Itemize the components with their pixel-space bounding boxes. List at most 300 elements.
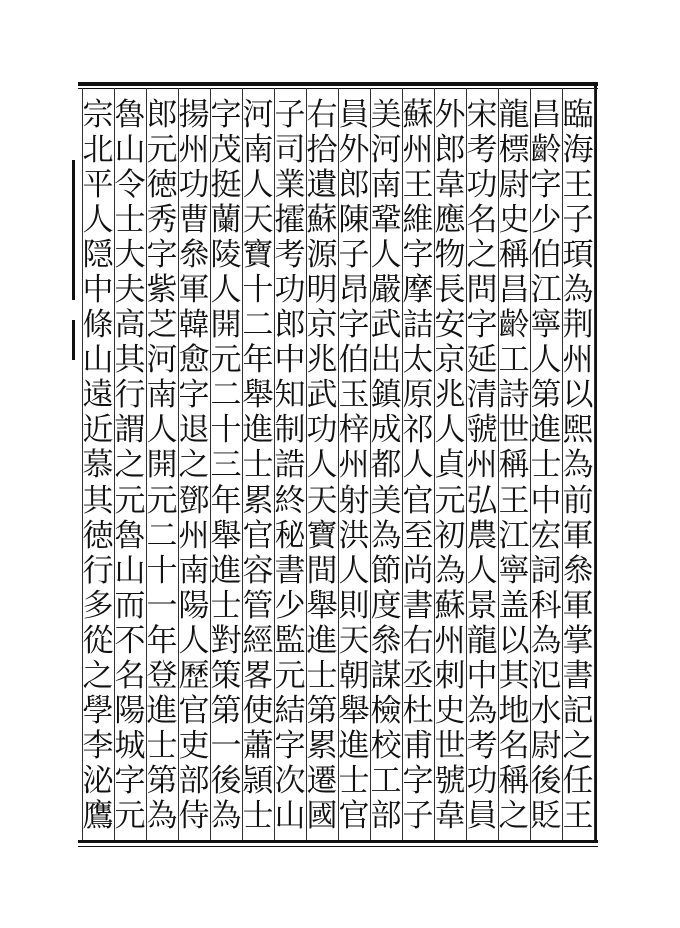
character: 詰 [402, 307, 434, 344]
character: 記 [562, 692, 594, 729]
character: 叅 [562, 552, 594, 589]
character: 慕 [82, 447, 114, 484]
character: 河 [242, 97, 274, 133]
character: 士 [530, 447, 562, 484]
character: 高 [114, 307, 146, 344]
character: 其 [498, 657, 530, 694]
character: 子 [274, 97, 306, 133]
character: 國 [306, 797, 338, 834]
character: 元 [210, 342, 242, 379]
character: 則 [338, 587, 370, 624]
character: 士 [338, 762, 370, 799]
character: 蕭 [242, 727, 274, 764]
character: 曹 [178, 202, 210, 239]
character: 開 [210, 307, 242, 344]
character: 間 [306, 552, 338, 589]
character: 前 [562, 482, 594, 519]
character: 應 [434, 202, 466, 239]
character: 武 [306, 377, 338, 414]
character: 天 [242, 202, 274, 239]
character: 宏 [530, 517, 562, 554]
character: 功 [466, 762, 498, 799]
character: 第 [530, 377, 562, 414]
character: 工 [498, 342, 530, 379]
character: 州 [562, 342, 594, 379]
character: 山 [274, 797, 306, 834]
character: 稱 [498, 237, 530, 274]
character: 掌 [562, 622, 594, 659]
character: 人 [210, 272, 242, 309]
character: 考 [466, 727, 498, 764]
character: 伯 [530, 237, 562, 274]
character: 二 [146, 517, 178, 554]
character: 工 [370, 762, 402, 799]
character: 弘 [466, 482, 498, 519]
character: 洪 [338, 517, 370, 554]
character: 軍 [562, 517, 594, 554]
character: 稱 [498, 447, 530, 484]
character: 世 [434, 727, 466, 764]
character: 右 [402, 622, 434, 659]
character: 維 [402, 202, 434, 239]
character: 海 [562, 132, 594, 169]
character: 南 [242, 132, 274, 169]
character: 清 [466, 377, 498, 414]
character: 史 [498, 202, 530, 239]
character: 一 [210, 727, 242, 764]
character: 長 [434, 272, 466, 309]
character: 人 [402, 447, 434, 484]
character: 字 [466, 307, 498, 344]
character: 功 [306, 412, 338, 449]
character: 頴 [242, 762, 274, 799]
character: 功 [178, 167, 210, 204]
character: 士 [242, 797, 274, 834]
character: 寶 [242, 237, 274, 274]
character: 齡 [498, 307, 530, 344]
character: 人 [178, 622, 210, 659]
character: 後 [530, 762, 562, 799]
character: 州 [434, 622, 466, 659]
character: 策 [210, 657, 242, 694]
character: 郎 [146, 97, 178, 133]
character: 登 [146, 657, 178, 694]
text-column [76, 98, 120, 833]
character: 業 [274, 167, 306, 204]
character: 物 [434, 237, 466, 274]
character: 虢 [466, 412, 498, 449]
character: 司 [274, 132, 306, 169]
character: 遠 [82, 377, 114, 414]
character: 尚 [402, 552, 434, 589]
character: 進 [306, 622, 338, 659]
character: 王 [562, 167, 594, 204]
character: 之 [498, 797, 530, 834]
character: 人 [82, 202, 114, 239]
character: 都 [370, 447, 402, 484]
character: 畧 [242, 657, 274, 694]
character: 元 [114, 797, 146, 834]
character: 進 [210, 552, 242, 589]
character: 景 [466, 587, 498, 624]
character: 太 [402, 342, 434, 379]
character: 源 [306, 237, 338, 274]
character: 初 [434, 517, 466, 554]
character: 南 [178, 552, 210, 589]
character: 徳 [146, 167, 178, 204]
character: 玉 [338, 377, 370, 414]
character: 美 [370, 97, 402, 133]
character: 攉 [274, 202, 306, 239]
character: 遷 [306, 762, 338, 799]
character: 舉 [338, 692, 370, 729]
character: 荆 [562, 307, 594, 344]
character: 丞 [402, 657, 434, 694]
character: 三 [210, 447, 242, 484]
character: 平 [82, 167, 114, 204]
character: 山 [82, 342, 114, 379]
character: 字 [338, 307, 370, 344]
character: 人 [242, 167, 274, 204]
character: 稱 [498, 762, 530, 799]
character: 不 [114, 622, 146, 659]
character: 侍 [178, 797, 210, 834]
character: 叅 [370, 622, 402, 659]
character: 書 [562, 657, 594, 694]
character: 人 [434, 412, 466, 449]
character: 徳 [82, 517, 114, 554]
character: 宗 [82, 97, 114, 133]
character: 之 [466, 237, 498, 274]
character: 誥 [274, 447, 306, 484]
character: 南 [370, 167, 402, 204]
character: 為 [146, 797, 178, 834]
character: 書 [274, 552, 306, 589]
character: 元 [434, 482, 466, 519]
character: 武 [370, 307, 402, 344]
character: 中 [274, 342, 306, 379]
character: 元 [114, 482, 146, 519]
character: 十 [146, 552, 178, 589]
character: 李 [82, 727, 114, 764]
character: 士 [146, 727, 178, 764]
character: 蘇 [402, 97, 434, 133]
character: 員 [466, 797, 498, 834]
character: 年 [242, 342, 274, 379]
character: 知 [274, 377, 306, 414]
character: 人 [530, 342, 562, 379]
character: 韋 [434, 167, 466, 204]
character: 容 [242, 552, 274, 589]
character: 經 [242, 622, 274, 659]
character: 摩 [402, 272, 434, 309]
character: 檢 [370, 692, 402, 729]
character: 陳 [338, 202, 370, 239]
character: 次 [274, 762, 306, 799]
character: 郎 [338, 167, 370, 204]
character: 南 [146, 377, 178, 414]
character: 多 [82, 587, 114, 624]
character: 軍 [562, 587, 594, 624]
character: 河 [370, 132, 402, 169]
character: 昌 [530, 97, 562, 133]
character: 甫 [402, 727, 434, 764]
character: 任 [562, 762, 594, 799]
character: 官 [242, 517, 274, 554]
character: 煕 [562, 412, 594, 449]
character: 祁 [402, 412, 434, 449]
character: 頊 [562, 237, 594, 274]
frame-bottom-border [78, 840, 598, 843]
character: 韋 [434, 797, 466, 834]
character: 貞 [434, 447, 466, 484]
character: 謂 [114, 412, 146, 449]
character: 功 [274, 272, 306, 309]
character: 夫 [114, 272, 146, 309]
character: 書 [402, 587, 434, 624]
character: 天 [306, 482, 338, 519]
character: 郎 [434, 132, 466, 169]
character: 標 [498, 132, 530, 169]
character: 進 [338, 727, 370, 764]
character: 刺 [434, 657, 466, 694]
character: 出 [370, 342, 402, 379]
character: 魯 [114, 97, 146, 133]
character: 水 [530, 692, 562, 729]
character: 之 [114, 447, 146, 484]
character: 外 [434, 97, 466, 133]
character: 龍 [466, 622, 498, 659]
character: 字 [210, 97, 242, 133]
character: 泌 [82, 762, 114, 799]
character: 從 [82, 622, 114, 659]
character: 子 [402, 797, 434, 834]
character: 秀 [146, 202, 178, 239]
character: 字 [178, 377, 210, 414]
character: 字 [402, 762, 434, 799]
character: 齡 [530, 132, 562, 169]
character: 監 [274, 622, 306, 659]
character: 而 [114, 587, 146, 624]
character: 京 [306, 307, 338, 344]
character: 近 [82, 412, 114, 449]
character: 陵 [210, 237, 242, 274]
character: 部 [370, 797, 402, 834]
character: 詞 [530, 552, 562, 589]
character: 官 [178, 692, 210, 729]
character: 軍 [178, 272, 210, 309]
character: 吏 [178, 727, 210, 764]
character: 行 [114, 377, 146, 414]
character: 行 [82, 552, 114, 589]
character: 少 [530, 202, 562, 239]
character: 名 [498, 727, 530, 764]
character: 嚴 [370, 272, 402, 309]
character: 開 [146, 447, 178, 484]
character: 延 [466, 342, 498, 379]
character: 舉 [242, 377, 274, 414]
character: 功 [466, 167, 498, 204]
character: 制 [274, 412, 306, 449]
character: 對 [210, 622, 242, 659]
character: 結 [274, 692, 306, 729]
character: 節 [370, 552, 402, 589]
character: 宋 [466, 97, 498, 133]
character: 終 [274, 482, 306, 519]
character: 明 [306, 272, 338, 309]
character: 號 [434, 762, 466, 799]
character: 字 [402, 237, 434, 274]
character: 之 [82, 657, 114, 694]
character: 以 [498, 622, 530, 659]
character: 中 [82, 272, 114, 309]
character: 人 [338, 552, 370, 589]
character: 右 [306, 97, 338, 133]
character: 度 [370, 587, 402, 624]
character: 成 [370, 412, 402, 449]
character: 鄧 [178, 482, 210, 519]
character: 韓 [178, 307, 210, 344]
character: 管 [242, 587, 274, 624]
character: 進 [530, 412, 562, 449]
character: 州 [466, 447, 498, 484]
character: 蘭 [210, 202, 242, 239]
character: 茂 [210, 132, 242, 169]
character: 鎮 [370, 377, 402, 414]
character: 朝 [338, 657, 370, 694]
character: 拾 [306, 132, 338, 169]
character: 士 [306, 657, 338, 694]
character: 為 [562, 272, 594, 309]
character: 地 [498, 692, 530, 729]
character: 陽 [178, 587, 210, 624]
character: 中 [466, 657, 498, 694]
character: 州 [178, 517, 210, 554]
character: 鞏 [370, 202, 402, 239]
character: 考 [274, 237, 306, 274]
character: 子 [338, 237, 370, 274]
character: 十 [242, 272, 274, 309]
character: 遺 [306, 167, 338, 204]
character: 進 [146, 692, 178, 729]
character: 貶 [530, 797, 562, 834]
character: 愈 [178, 342, 210, 379]
character: 天 [338, 622, 370, 659]
character: 昌 [498, 272, 530, 309]
character: 歷 [178, 657, 210, 694]
character: 杜 [402, 692, 434, 729]
character: 蘇 [306, 202, 338, 239]
character: 為 [530, 622, 562, 659]
character: 為 [466, 692, 498, 729]
character: 王 [498, 482, 530, 519]
character: 山 [114, 552, 146, 589]
character: 以 [562, 377, 594, 414]
character: 寶 [306, 517, 338, 554]
character: 科 [530, 587, 562, 624]
character: 十 [210, 412, 242, 449]
character: 農 [466, 517, 498, 554]
character: 官 [338, 797, 370, 834]
character: 射 [338, 482, 370, 519]
character: 隠 [82, 237, 114, 274]
character: 年 [146, 622, 178, 659]
character: 大 [114, 237, 146, 274]
character: 為 [210, 797, 242, 834]
character: 進 [242, 412, 274, 449]
character: 一 [146, 587, 178, 624]
character: 人 [370, 237, 402, 274]
character: 少 [274, 587, 306, 624]
character: 挺 [210, 167, 242, 204]
character: 第 [146, 762, 178, 799]
character: 詩 [498, 377, 530, 414]
character: 士 [242, 447, 274, 484]
character: 秘 [274, 517, 306, 554]
character: 魯 [114, 517, 146, 554]
character: 美 [370, 482, 402, 519]
character: 字 [114, 762, 146, 799]
character: 寧 [530, 307, 562, 344]
character: 氾 [530, 657, 562, 694]
character: 累 [306, 727, 338, 764]
character: 之 [562, 727, 594, 764]
character: 江 [498, 517, 530, 554]
character: 第 [306, 692, 338, 729]
character: 伯 [338, 342, 370, 379]
character: 昂 [338, 272, 370, 309]
character: 史 [434, 692, 466, 729]
character: 舉 [306, 587, 338, 624]
character: 部 [178, 762, 210, 799]
character: 蘇 [434, 587, 466, 624]
character: 州 [338, 447, 370, 484]
character: 條 [82, 307, 114, 344]
character: 為 [562, 447, 594, 484]
character: 字 [530, 167, 562, 204]
character: 使 [242, 692, 274, 729]
character: 安 [434, 307, 466, 344]
character: 州 [402, 132, 434, 169]
character: 子 [562, 202, 594, 239]
character: 龍 [498, 97, 530, 133]
character: 退 [178, 412, 210, 449]
character: 梓 [338, 412, 370, 449]
character: 後 [210, 762, 242, 799]
character: 字 [274, 727, 306, 764]
character: 江 [530, 272, 562, 309]
frame-bottom-inner-line [78, 846, 598, 847]
character: 其 [82, 482, 114, 519]
character: 世 [498, 412, 530, 449]
character: 中 [530, 482, 562, 519]
character: 員 [338, 97, 370, 133]
character: 郎 [274, 307, 306, 344]
character: 名 [114, 657, 146, 694]
character: 河 [146, 342, 178, 379]
character: 士 [210, 587, 242, 624]
character: 令 [114, 167, 146, 204]
character: 為 [370, 517, 402, 554]
character: 揚 [178, 97, 210, 133]
character: 謀 [370, 657, 402, 694]
character: 第 [210, 692, 242, 729]
character: 學 [82, 692, 114, 729]
character: 城 [114, 727, 146, 764]
character: 問 [466, 272, 498, 309]
character: 紫 [146, 272, 178, 309]
character: 字 [146, 237, 178, 274]
